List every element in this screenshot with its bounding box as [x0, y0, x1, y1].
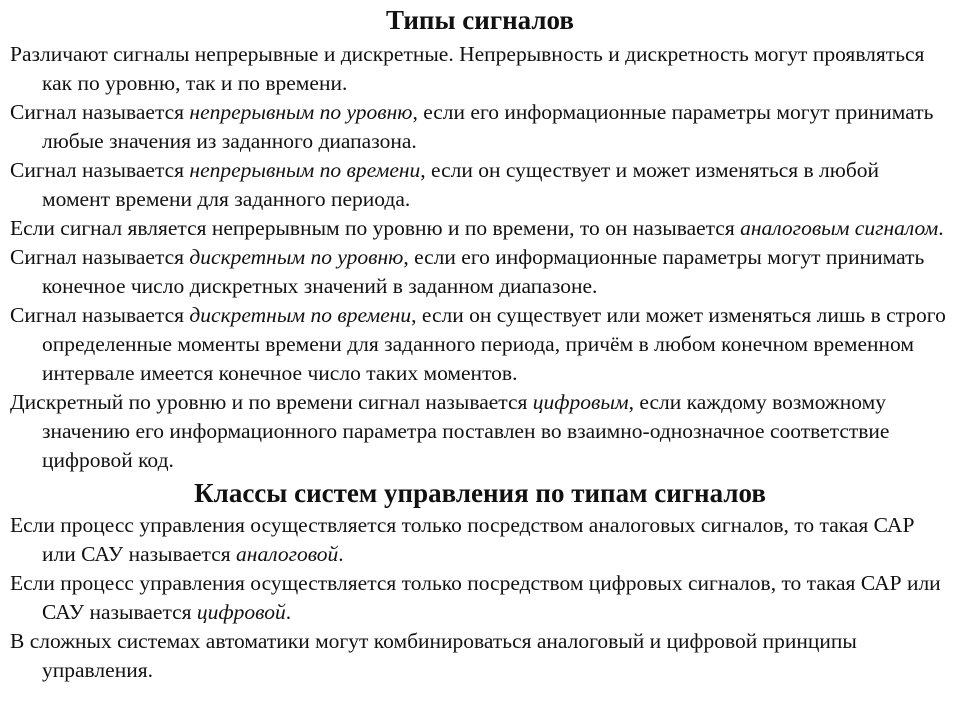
heading-signal-types: Типы сигналов: [386, 5, 574, 35]
paragraph-text: Различают сигналы непрерывные и дискретные. Непрерывность и дискретность могут проявляться как по уровню, так и по времени.: [10, 42, 925, 95]
paragraph-analog-signal: [10, 214, 947, 243]
paragraph-digital-signal: [10, 388, 947, 475]
term-digital-signal: цифровым: [532, 390, 629, 414]
paragraph-text: Если процесс управления осуществляется только посредством цифровых сигналов, то такая САР или САУ называется: [10, 571, 941, 624]
paragraph-text: .: [285, 600, 292, 624]
term-analog-control: аналоговой: [236, 542, 339, 566]
paragraph-text: , если он существует и может изменяться в любой момент времени для заданного периода.: [42, 158, 880, 211]
paragraph-text: Если процесс управления осуществляется только посредством аналоговых сигналов, то такая САР или САУ называется: [10, 513, 915, 566]
paragraph-text: , если его информационные параметры могут принимать любые значения из заданного диапазона.: [42, 100, 934, 153]
paragraph-text: Сигнал называется: [10, 303, 190, 327]
paragraph-digital-control: [10, 569, 947, 627]
paragraph-analog-control: [10, 511, 947, 569]
paragraph-text: .: [338, 542, 344, 566]
term-continuous-time: непрерывным по времени: [189, 158, 421, 182]
term-discrete-time: дискретным по времени: [189, 303, 412, 327]
paragraph-continuous-time: [10, 156, 947, 214]
paragraph-discrete-time: [10, 301, 947, 388]
paragraph-text: В сложных системах автоматики могут комбинироваться аналоговый и цифровой принципы управления.: [10, 629, 857, 682]
term-discrete-level: дискретным по уровню: [189, 245, 404, 269]
paragraph-text: , если его информационные параметры могут принимать конечное число дискретных значений в заданном диапазоне.: [42, 245, 925, 298]
paragraph-discrete-level: [10, 243, 947, 301]
paragraph-combined-control: [10, 627, 947, 685]
paragraph-text: .: [938, 216, 944, 240]
paragraph-text: Сигнал называется: [10, 245, 190, 269]
paragraph-signal-kinds: [10, 40, 947, 98]
paragraph-text: Если сигнал является непрерывным по уровню и по времени, то он называется: [10, 216, 741, 240]
heading-control-classes: Классы систем управления по типам сигналов: [194, 478, 766, 508]
paragraph-text: Дискретный по уровню и по времени сигнал называется: [10, 390, 533, 414]
paragraph-text: Сигнал называется: [10, 100, 190, 124]
paragraph-text: , если каждому возможному значению его информационного параметра поставлен во взаимно-однозначное соответствие цифровой код.: [42, 390, 890, 472]
paragraph-continuous-level: [10, 98, 947, 156]
term-digital-control: цифровой: [196, 600, 286, 624]
paragraph-text: , если он существует или может изменяться лишь в строго определенные моменты времени для заданного периода, причём в любом конечном временном интервале имеется конечное число таких моментов.: [42, 303, 946, 385]
paragraph-text: Сигнал называется: [10, 158, 190, 182]
term-analog-signal: аналоговым сигналом: [740, 216, 939, 240]
term-continuous-level: непрерывным по уровню: [189, 100, 413, 124]
